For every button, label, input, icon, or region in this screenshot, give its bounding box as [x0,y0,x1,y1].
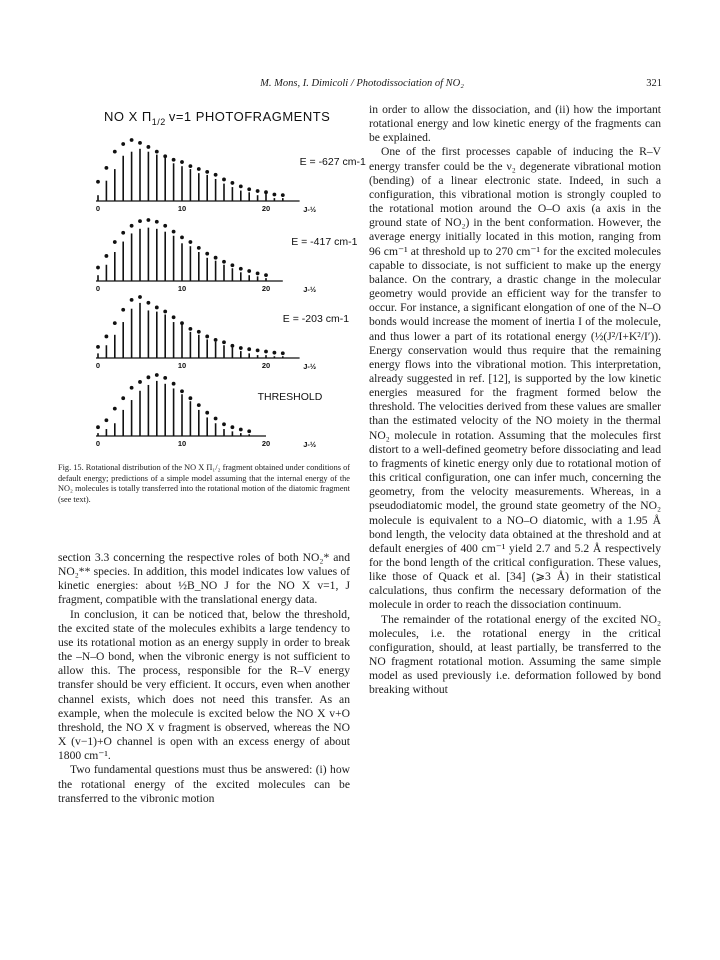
measured-point [163,376,167,380]
measured-point [222,422,226,426]
measured-point [121,231,125,235]
paragraph: One of the first processes capable of inducing the R–V energy transfer could be the ν₂ degenerate vibrational motion (bending) of a linear electronic state. Indeed, in such a configuration, this vibrational motion is strongly coupled to the rotational motion around the O–O axis (a axis in the ground state of NO₂) in the bent conformation. However, the average energy initially located in this motion, ranging from 96 cm⁻¹ at threshold up to 270 cm⁻¹ for the excited molecules capable to dissociate, is not sufficient to make up the energy balance. On the contrary, a drastic change in the molecular geometry would provide an efficient way for the transfer to occur. For instance, a significant elongation of one of the N–O bonds would increase the moment of inertia I of the molecule, and thus lower a part of its rotational energy (½(J²/I+K²/I′)). Energy conservation would thus require that the remaining energy flows into the vibrational motion. This interpretation, already suggested in ref. [12], is supported by the low kinetic energies measured for the fragment formed below the threshold. The velocities derived from these values are smaller than the estimated velocity of the NO moiety in the thermal NO₂ molecule in rotation. Assuming that the molecules first distort to a well-defined geometry before dissociating and lead to fragments of kinetic energy only due to rotational motion of this critical configuration, one can infer much, concerning the geometry, from the velocity measurements. Whereas, in a pseudodiatomic model, the ground state geometry of the NO₂ molecule is equivalent to a NO–O diatomic, with a 1.95 Å bond length, the velocity data obtained at the threshold and at default energies of 400 cm⁻¹ yield 2.7 and 5.2 Å respectively for the bond length of the critical configuration. These values, like those of Quack et al. [34] (⩾3 Å) in their statistical calculations, thus confirm the necessary deformation of the molecule in order to reach the dissociation continuum. [369,145,661,612]
measured-point [264,190,268,194]
measured-point [130,138,134,142]
x-tick-label: 10 [177,204,187,213]
measured-point [214,256,218,260]
measured-point [155,306,159,310]
measured-point [264,273,268,277]
x-tick-label: 10 [177,361,187,370]
measured-point [222,260,226,264]
x-tick-label: 20 [261,439,271,448]
measured-point [138,295,142,299]
page-header [62,78,662,94]
x-tick-label: 20 [261,361,271,370]
measured-point [205,170,209,174]
measured-point [138,380,142,384]
measured-point [138,141,142,145]
measured-point [239,267,243,271]
measured-point [247,429,251,433]
x-tick-label: 0 [95,284,101,293]
measured-point [197,403,201,407]
chart-title-pi: Π [141,109,152,124]
measured-point [147,375,151,379]
measured-point [239,346,243,350]
measured-point [96,180,100,184]
measured-point [105,254,109,258]
chart-title-pre: NO X [104,109,142,124]
measured-point [281,193,285,197]
measured-point [130,386,134,390]
measured-point [147,218,151,222]
measured-point [247,347,251,351]
measured-point [205,411,209,415]
measured-point [247,187,251,191]
measured-point [205,335,209,339]
figure-15 [58,103,366,458]
measured-point [96,266,100,270]
measured-point [231,181,235,185]
measured-point [155,373,159,377]
measured-point [147,301,151,305]
measured-point [155,220,159,224]
measured-point [189,164,193,168]
measured-point [231,344,235,348]
measured-point [138,219,142,223]
x-tick-label: 0 [95,361,101,370]
measured-point [214,338,218,342]
measured-point [130,298,134,302]
measured-point [222,340,226,344]
measured-point [231,425,235,429]
measured-point [222,178,226,182]
measured-point [273,193,277,197]
paragraph: The remainder of the rotational energy of the excited NO₂ molecules, i.e. the rotational energy in the critical configuration, should, at least partially, be transferred to the NO fragment rotational motion. Assuming the same simple model as used previously i.e. deformation followed by bond breaking without [369,612,661,697]
x-axis-label: J-½ [303,362,317,371]
panel-energy-label: THRESHOLD [257,391,323,404]
page-number: 321 [646,78,662,89]
measured-point [180,389,184,393]
measured-point [189,396,193,400]
figure-caption: Fig. 15. Rotational distribution of the NO X Π₁/₂ fragment obtained under conditions of default energy; predictions of a simple model assuming that the internal energy of the NO₂ molecules is totally transferred into the rotational motion of the diatomic fragment (see text). [58,463,350,504]
measured-point [239,428,243,432]
panel-energy-label: E = -627 cm-1 [299,156,366,169]
measured-point [214,173,218,177]
measured-point [113,321,117,325]
measured-point [256,189,260,193]
measured-point [163,154,167,158]
measured-point [172,158,176,162]
running-title: M. Mons, I. Dimicoli / Photodissociation of NO₂ [260,78,464,89]
measured-point [121,396,125,400]
measured-point [189,240,193,244]
measured-point [197,167,201,171]
measured-point [172,382,176,386]
measured-point [113,150,117,154]
x-tick-label: 20 [261,284,271,293]
x-tick-label: 0 [95,204,101,213]
measured-point [205,252,209,256]
measured-point [96,345,100,349]
chart-title-sub: 1/2 [151,117,166,127]
left-column-text [58,551,350,806]
chart-title [104,109,330,127]
measured-point [281,351,285,355]
panel-energy-label: E = -417 cm-1 [291,236,358,249]
measured-point [172,230,176,234]
panel-energy-label: E = -203 cm-1 [282,313,350,326]
x-axis-label: J-½ [303,205,317,214]
measured-point [180,160,184,164]
paragraph: in order to allow the dissociation, and (ii) how the important rotational energy and low kinetic energy of the fragments can be explained. [369,103,661,145]
measured-point [105,335,109,339]
chart-title-post: v=1 PHOTOFRAGMENTS [168,109,331,124]
paragraph: Two fundamental questions must thus be answered: (i) how the rotational energy of the excited molecules can be transferred to the vibronic motion [58,763,350,805]
measured-point [180,236,184,240]
measured-point [113,407,117,411]
x-tick-label: 10 [177,284,187,293]
x-tick-label: 10 [177,439,187,448]
x-tick-label: 20 [261,204,271,213]
measured-point [105,418,109,422]
measured-point [96,425,100,429]
rotational-distribution-chart [58,103,366,453]
measured-point [121,308,125,312]
measured-point [197,330,201,334]
measured-point [231,263,235,267]
x-tick-label: 0 [95,439,101,448]
measured-point [172,315,176,319]
right-column-text [369,103,661,698]
measured-point [113,240,117,244]
measured-point [130,224,134,228]
measured-point [239,185,243,189]
chart-panels [96,138,366,449]
measured-point [189,327,193,331]
measured-point [214,417,218,421]
paragraph: section 3.3 concerning the respective roles of both NO₂* and NO₂** species. In addition, this model indicates low values of kinetic energies: about ½B_NO J for the NO X v=1, J fragment, compatible with the translational energy data. [58,551,350,607]
measured-point [163,224,167,228]
measured-point [155,150,159,154]
measured-point [264,350,268,354]
measured-point [273,351,277,355]
x-axis-label: J-½ [303,440,317,449]
measured-point [105,166,109,170]
measured-point [147,145,151,149]
measured-point [256,271,260,275]
measured-point [247,269,251,273]
x-axis-label: J-½ [303,285,317,294]
measured-point [121,142,125,146]
measured-point [256,348,260,352]
measured-point [197,246,201,250]
paragraph: In conclusion, it can be noticed that, below the threshold, the excited state of the molecules exhibits a large tendency to use its rotational motion as an energy supply in order to break the –N–O bond, when the vibronic energy is not sufficient to allow this. The process, responsible for the R–V energy transfer should be very efficient. It occurs, even when another channel exists, which does not need this transfer. As an example, when the molecule is excited below the NO X v+O threshold, the NO X v fragment is observed, whereas the NO X (v−1)+O channel is open with an excess energy of about 1800 cm⁻¹. [58,607,350,763]
measured-point [180,321,184,325]
measured-point [163,310,167,314]
